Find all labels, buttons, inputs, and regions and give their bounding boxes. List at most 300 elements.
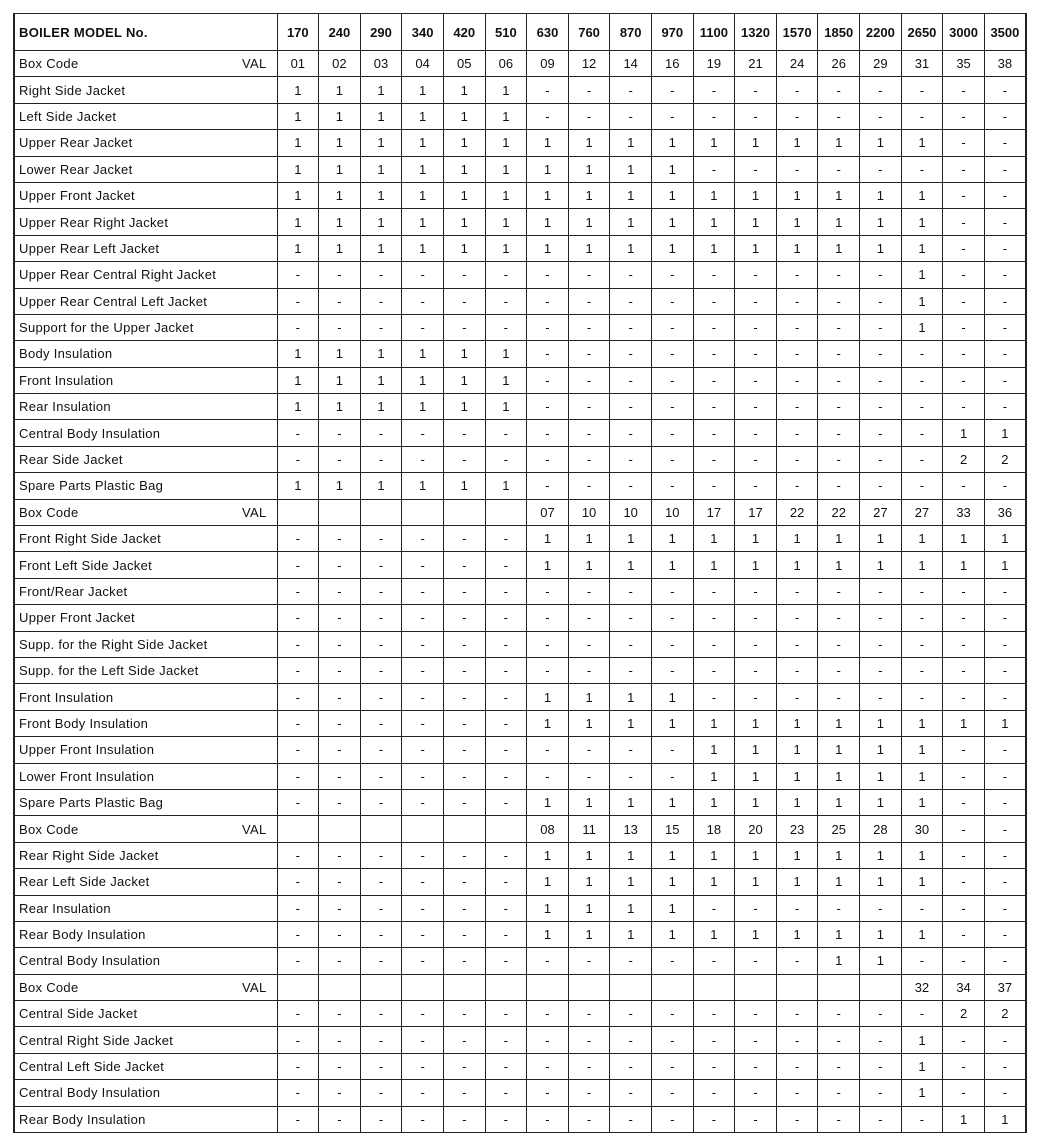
quantity-cell: 1	[527, 869, 569, 895]
box-code-cell: 11	[568, 816, 610, 842]
quantity-cell: -	[943, 367, 985, 393]
part-name-cell: Rear Side Jacket	[14, 446, 277, 472]
quantity-cell: 1	[277, 103, 319, 129]
quantity-cell: 1	[485, 77, 527, 103]
quantity-cell: -	[943, 921, 985, 947]
part-name-cell: Upper Rear Left Jacket	[14, 235, 277, 261]
quantity-cell: 1	[277, 130, 319, 156]
part-name-cell: Front Left Side Jacket	[14, 552, 277, 578]
quantity-cell: -	[693, 446, 735, 472]
quantity-cell: -	[568, 420, 610, 446]
quantity-cell: -	[943, 182, 985, 208]
box-code-label: Box Code	[19, 56, 79, 72]
quantity-cell: -	[402, 1080, 444, 1106]
quantity-cell: -	[984, 262, 1026, 288]
quantity-cell: 1	[277, 235, 319, 261]
quantity-cell: -	[610, 420, 652, 446]
quantity-cell: -	[443, 578, 485, 604]
quantity-cell: 1	[610, 842, 652, 868]
quantity-cell: -	[984, 341, 1026, 367]
quantity-cell: 1	[735, 737, 777, 763]
quantity-cell: 1	[277, 209, 319, 235]
quantity-cell: -	[693, 948, 735, 974]
quantity-cell: -	[568, 288, 610, 314]
quantity-cell: -	[818, 1053, 860, 1079]
quantity-cell: -	[651, 341, 693, 367]
quantity-cell: -	[610, 367, 652, 393]
quantity-cell: -	[610, 288, 652, 314]
box-code-cell: -	[943, 816, 985, 842]
quantity-cell: -	[485, 1027, 527, 1053]
quantity-cell: -	[651, 631, 693, 657]
quantity-cell: -	[485, 526, 527, 552]
quantity-cell: -	[943, 209, 985, 235]
quantity-cell: -	[984, 182, 1026, 208]
quantity-cell: -	[901, 394, 943, 420]
quantity-cell: -	[735, 657, 777, 683]
box-code-row	[14, 51, 1026, 77]
quantity-cell: -	[818, 1080, 860, 1106]
box-code-label: Box Code	[19, 821, 79, 837]
quantity-cell: -	[943, 1053, 985, 1079]
quantity-cell: -	[319, 526, 361, 552]
table-row	[14, 314, 1026, 340]
quantity-cell: 1	[651, 842, 693, 868]
quantity-cell: -	[901, 77, 943, 103]
quantity-cell: -	[984, 1080, 1026, 1106]
quantity-cell: -	[901, 895, 943, 921]
quantity-cell: -	[277, 842, 319, 868]
quantity-cell: -	[485, 420, 527, 446]
quantity-cell: -	[568, 394, 610, 420]
quantity-cell: 1	[485, 394, 527, 420]
quantity-cell: -	[943, 895, 985, 921]
table-row	[14, 1001, 1026, 1027]
quantity-cell: 1	[776, 710, 818, 736]
quantity-cell: -	[943, 103, 985, 129]
quantity-cell: -	[735, 341, 777, 367]
box-code-cell	[277, 974, 319, 1000]
table-row	[14, 473, 1026, 499]
part-name-cell: Central Body Insulation	[14, 420, 277, 446]
table-row	[14, 631, 1026, 657]
quantity-cell: -	[319, 1027, 361, 1053]
quantity-cell: -	[776, 420, 818, 446]
box-code-cell: 10	[651, 499, 693, 525]
quantity-cell: -	[860, 341, 902, 367]
part-name-cell: Rear Left Side Jacket	[14, 869, 277, 895]
quantity-cell: -	[776, 77, 818, 103]
box-code-val: VAL	[241, 821, 267, 837]
part-name-cell: Spare Parts Plastic Bag	[14, 473, 277, 499]
quantity-cell: -	[485, 684, 527, 710]
quantity-cell: -	[527, 341, 569, 367]
quantity-cell: -	[651, 77, 693, 103]
quantity-cell: -	[277, 578, 319, 604]
quantity-cell: -	[277, 631, 319, 657]
quantity-cell: 1	[818, 526, 860, 552]
part-name-cell: Rear Insulation	[14, 895, 277, 921]
quantity-cell: 1	[360, 130, 402, 156]
quantity-cell: -	[984, 235, 1026, 261]
quantity-cell: 1	[735, 526, 777, 552]
quantity-cell: -	[901, 473, 943, 499]
quantity-cell: -	[776, 605, 818, 631]
quantity-cell: -	[651, 367, 693, 393]
quantity-cell: -	[485, 1106, 527, 1132]
quantity-cell: -	[651, 1106, 693, 1132]
quantity-cell: -	[443, 288, 485, 314]
quantity-cell: -	[818, 77, 860, 103]
box-code-cell: 14	[610, 51, 652, 77]
quantity-cell: -	[443, 552, 485, 578]
quantity-cell: -	[735, 367, 777, 393]
table-row	[14, 842, 1026, 868]
part-name-cell: Rear Body Insulation	[14, 1106, 277, 1132]
quantity-cell: -	[818, 605, 860, 631]
quantity-cell: 1	[443, 130, 485, 156]
quantity-cell: -	[402, 552, 444, 578]
quantity-cell: -	[485, 262, 527, 288]
quantity-cell: -	[610, 473, 652, 499]
quantity-cell: -	[901, 446, 943, 472]
quantity-cell: 1	[818, 182, 860, 208]
quantity-cell: -	[860, 1001, 902, 1027]
quantity-cell: 1	[527, 182, 569, 208]
quantity-cell: -	[527, 1080, 569, 1106]
quantity-cell: -	[943, 1080, 985, 1106]
quantity-cell: 1	[568, 895, 610, 921]
quantity-cell: -	[360, 1027, 402, 1053]
quantity-cell: -	[818, 657, 860, 683]
quantity-cell: -	[485, 1001, 527, 1027]
quantity-cell: 1	[735, 235, 777, 261]
table-row	[14, 605, 1026, 631]
part-name-cell: Front Right Side Jacket	[14, 526, 277, 552]
quantity-cell: -	[360, 948, 402, 974]
quantity-cell: -	[527, 1027, 569, 1053]
quantity-cell: -	[277, 657, 319, 683]
quantity-cell: -	[860, 288, 902, 314]
quantity-cell: -	[818, 684, 860, 710]
box-code-val: VAL	[241, 504, 267, 520]
quantity-cell: 1	[568, 789, 610, 815]
box-code-cell	[360, 974, 402, 1000]
quantity-cell: -	[527, 1106, 569, 1132]
quantity-cell: -	[610, 605, 652, 631]
quantity-cell: -	[735, 1001, 777, 1027]
quantity-cell: 1	[943, 526, 985, 552]
quantity-cell: 1	[818, 130, 860, 156]
quantity-cell: 1	[485, 209, 527, 235]
quantity-cell: -	[984, 578, 1026, 604]
quantity-cell: 1	[735, 842, 777, 868]
quantity-cell: -	[360, 578, 402, 604]
quantity-cell: -	[693, 578, 735, 604]
table-row	[14, 288, 1026, 314]
quantity-cell: 1	[360, 209, 402, 235]
quantity-cell: -	[402, 737, 444, 763]
quantity-cell: 1	[651, 209, 693, 235]
quantity-cell: -	[735, 156, 777, 182]
quantity-cell: 1	[443, 182, 485, 208]
quantity-cell: -	[319, 921, 361, 947]
quantity-cell: 1	[901, 182, 943, 208]
quantity-cell: -	[776, 446, 818, 472]
quantity-cell: -	[319, 657, 361, 683]
quantity-cell: 1	[735, 763, 777, 789]
quantity-cell: -	[860, 657, 902, 683]
box-code-cell: 15	[651, 816, 693, 842]
box-code-cell: 24	[776, 51, 818, 77]
box-code-cell	[485, 974, 527, 1000]
quantity-cell: -	[402, 262, 444, 288]
quantity-cell: -	[443, 895, 485, 921]
quantity-cell: -	[402, 288, 444, 314]
part-name-cell: Upper Front Jacket	[14, 605, 277, 631]
quantity-cell: 1	[402, 235, 444, 261]
quantity-cell: 1	[485, 130, 527, 156]
quantity-cell: 1	[901, 262, 943, 288]
quantity-cell: -	[485, 763, 527, 789]
quantity-cell: -	[984, 895, 1026, 921]
quantity-cell: -	[943, 657, 985, 683]
quantity-cell: -	[984, 1027, 1026, 1053]
box-code-cell: 19	[693, 51, 735, 77]
quantity-cell: -	[443, 657, 485, 683]
quantity-cell: -	[443, 842, 485, 868]
quantity-cell: 1	[901, 526, 943, 552]
part-name-cell: Upper Rear Jacket	[14, 130, 277, 156]
quantity-cell: 1	[485, 182, 527, 208]
quantity-cell: -	[568, 631, 610, 657]
model-number-cell: 2650	[901, 14, 943, 51]
box-code-cell	[860, 974, 902, 1000]
quantity-cell: -	[443, 526, 485, 552]
quantity-cell: -	[360, 1001, 402, 1027]
quantity-cell: -	[527, 763, 569, 789]
quantity-cell: -	[901, 605, 943, 631]
quantity-cell: 2	[984, 1001, 1026, 1027]
quantity-cell: -	[319, 869, 361, 895]
quantity-cell: 1	[693, 921, 735, 947]
quantity-cell: 1	[485, 235, 527, 261]
quantity-cell: 1	[776, 737, 818, 763]
box-code-cell	[651, 974, 693, 1000]
quantity-cell: 1	[860, 235, 902, 261]
box-code-cell: 08	[527, 816, 569, 842]
quantity-cell: -	[402, 1053, 444, 1079]
quantity-cell: 1	[527, 921, 569, 947]
quantity-cell: 1	[527, 789, 569, 815]
box-code-cell: 10	[610, 499, 652, 525]
table-row	[14, 394, 1026, 420]
quantity-cell: -	[651, 763, 693, 789]
quantity-cell: -	[319, 842, 361, 868]
quantity-cell: -	[402, 684, 444, 710]
quantity-cell: -	[735, 605, 777, 631]
box-code-cell: 34	[943, 974, 985, 1000]
quantity-cell: 1	[485, 156, 527, 182]
quantity-cell: -	[901, 631, 943, 657]
quantity-cell: -	[443, 710, 485, 736]
quantity-cell: 1	[319, 130, 361, 156]
quantity-cell: -	[693, 288, 735, 314]
quantity-cell: 1	[319, 156, 361, 182]
quantity-cell: 1	[360, 341, 402, 367]
quantity-cell: -	[319, 288, 361, 314]
quantity-cell: -	[610, 1027, 652, 1053]
quantity-cell: -	[693, 473, 735, 499]
quantity-cell: -	[610, 1106, 652, 1132]
quantity-cell: -	[776, 314, 818, 340]
quantity-cell: 1	[901, 710, 943, 736]
part-name-cell: Rear Body Insulation	[14, 921, 277, 947]
quantity-cell: -	[485, 842, 527, 868]
box-code-cell: 22	[776, 499, 818, 525]
quantity-cell: 1	[651, 156, 693, 182]
quantity-cell: -	[984, 605, 1026, 631]
quantity-cell: -	[610, 394, 652, 420]
quantity-cell: -	[984, 1053, 1026, 1079]
quantity-cell: -	[443, 420, 485, 446]
quantity-cell: -	[527, 367, 569, 393]
quantity-cell: -	[776, 948, 818, 974]
quantity-cell: 1	[568, 552, 610, 578]
quantity-cell: -	[693, 77, 735, 103]
quantity-cell: -	[984, 684, 1026, 710]
quantity-cell: -	[776, 473, 818, 499]
quantity-cell: 1	[568, 869, 610, 895]
quantity-cell: 1	[901, 763, 943, 789]
quantity-cell: -	[735, 394, 777, 420]
quantity-cell: -	[860, 156, 902, 182]
part-name-cell: Left Side Jacket	[14, 103, 277, 129]
quantity-cell: 1	[360, 235, 402, 261]
table-row	[14, 446, 1026, 472]
quantity-cell: -	[485, 446, 527, 472]
model-number-cell: 1320	[735, 14, 777, 51]
quantity-cell: -	[901, 1106, 943, 1132]
quantity-cell: -	[485, 314, 527, 340]
quantity-cell: -	[402, 314, 444, 340]
quantity-cell: -	[693, 1027, 735, 1053]
quantity-cell: -	[402, 842, 444, 868]
quantity-cell: -	[818, 394, 860, 420]
quantity-cell: -	[776, 657, 818, 683]
quantity-cell: -	[277, 262, 319, 288]
quantity-cell: -	[943, 763, 985, 789]
quantity-cell: -	[360, 921, 402, 947]
quantity-cell: 1	[943, 420, 985, 446]
quantity-cell: -	[277, 420, 319, 446]
box-code-cell: 22	[818, 499, 860, 525]
box-code-val: VAL	[241, 56, 267, 72]
quantity-cell: -	[319, 1001, 361, 1027]
quantity-cell: -	[568, 948, 610, 974]
quantity-cell: -	[984, 367, 1026, 393]
quantity-cell: -	[277, 684, 319, 710]
quantity-cell: -	[319, 948, 361, 974]
quantity-cell: -	[319, 605, 361, 631]
table-row	[14, 763, 1026, 789]
part-name-cell: Front Insulation	[14, 684, 277, 710]
quantity-cell: -	[568, 1001, 610, 1027]
box-code-cell: 37	[984, 974, 1026, 1000]
quantity-cell: -	[610, 1053, 652, 1079]
quantity-cell: -	[776, 684, 818, 710]
quantity-cell: 1	[651, 182, 693, 208]
quantity-cell: -	[360, 1106, 402, 1132]
quantity-cell: -	[485, 605, 527, 631]
box-code-cell: 20	[735, 816, 777, 842]
quantity-cell: -	[319, 763, 361, 789]
quantity-cell: 1	[818, 710, 860, 736]
quantity-cell: -	[277, 895, 319, 921]
quantity-cell: 1	[277, 341, 319, 367]
quantity-cell: -	[402, 578, 444, 604]
quantity-cell: -	[610, 103, 652, 129]
quantity-cell: 1	[277, 473, 319, 499]
quantity-cell: -	[693, 605, 735, 631]
table-row	[14, 1080, 1026, 1106]
model-number-cell: 240	[319, 14, 361, 51]
quantity-cell: 1	[610, 182, 652, 208]
quantity-cell: 1	[901, 1080, 943, 1106]
quantity-cell: -	[776, 1053, 818, 1079]
box-code-cell: 26	[818, 51, 860, 77]
box-code-cell	[485, 816, 527, 842]
table-row	[14, 552, 1026, 578]
quantity-cell: -	[402, 921, 444, 947]
quantity-cell: -	[651, 394, 693, 420]
box-code-row	[14, 816, 1026, 842]
quantity-cell: 1	[693, 789, 735, 815]
quantity-cell: -	[277, 1106, 319, 1132]
table-row	[14, 420, 1026, 446]
quantity-cell: -	[984, 631, 1026, 657]
box-code-cell	[402, 816, 444, 842]
part-name-cell: Front/Rear Jacket	[14, 578, 277, 604]
quantity-cell: -	[776, 1106, 818, 1132]
quantity-cell: 1	[776, 209, 818, 235]
quantity-cell: 1	[277, 156, 319, 182]
quantity-cell: -	[360, 657, 402, 683]
quantity-cell: -	[984, 288, 1026, 314]
box-code-cell: 12	[568, 51, 610, 77]
quantity-cell: 1	[610, 684, 652, 710]
quantity-cell: -	[568, 1106, 610, 1132]
quantity-cell: 1	[568, 130, 610, 156]
box-code-cell	[735, 974, 777, 1000]
quantity-cell: -	[693, 314, 735, 340]
quantity-cell: -	[735, 895, 777, 921]
box-code-cell	[402, 974, 444, 1000]
quantity-cell: -	[651, 1053, 693, 1079]
box-code-cell	[527, 974, 569, 1000]
quantity-cell: 1	[360, 394, 402, 420]
quantity-cell: -	[984, 394, 1026, 420]
model-number-cell: 760	[568, 14, 610, 51]
quantity-cell: -	[735, 948, 777, 974]
quantity-cell: 1	[901, 1027, 943, 1053]
quantity-cell: 1	[527, 156, 569, 182]
table-row	[14, 684, 1026, 710]
box-code-cell: 21	[735, 51, 777, 77]
quantity-cell: 1	[568, 209, 610, 235]
quantity-cell: -	[693, 367, 735, 393]
quantity-cell: -	[443, 314, 485, 340]
